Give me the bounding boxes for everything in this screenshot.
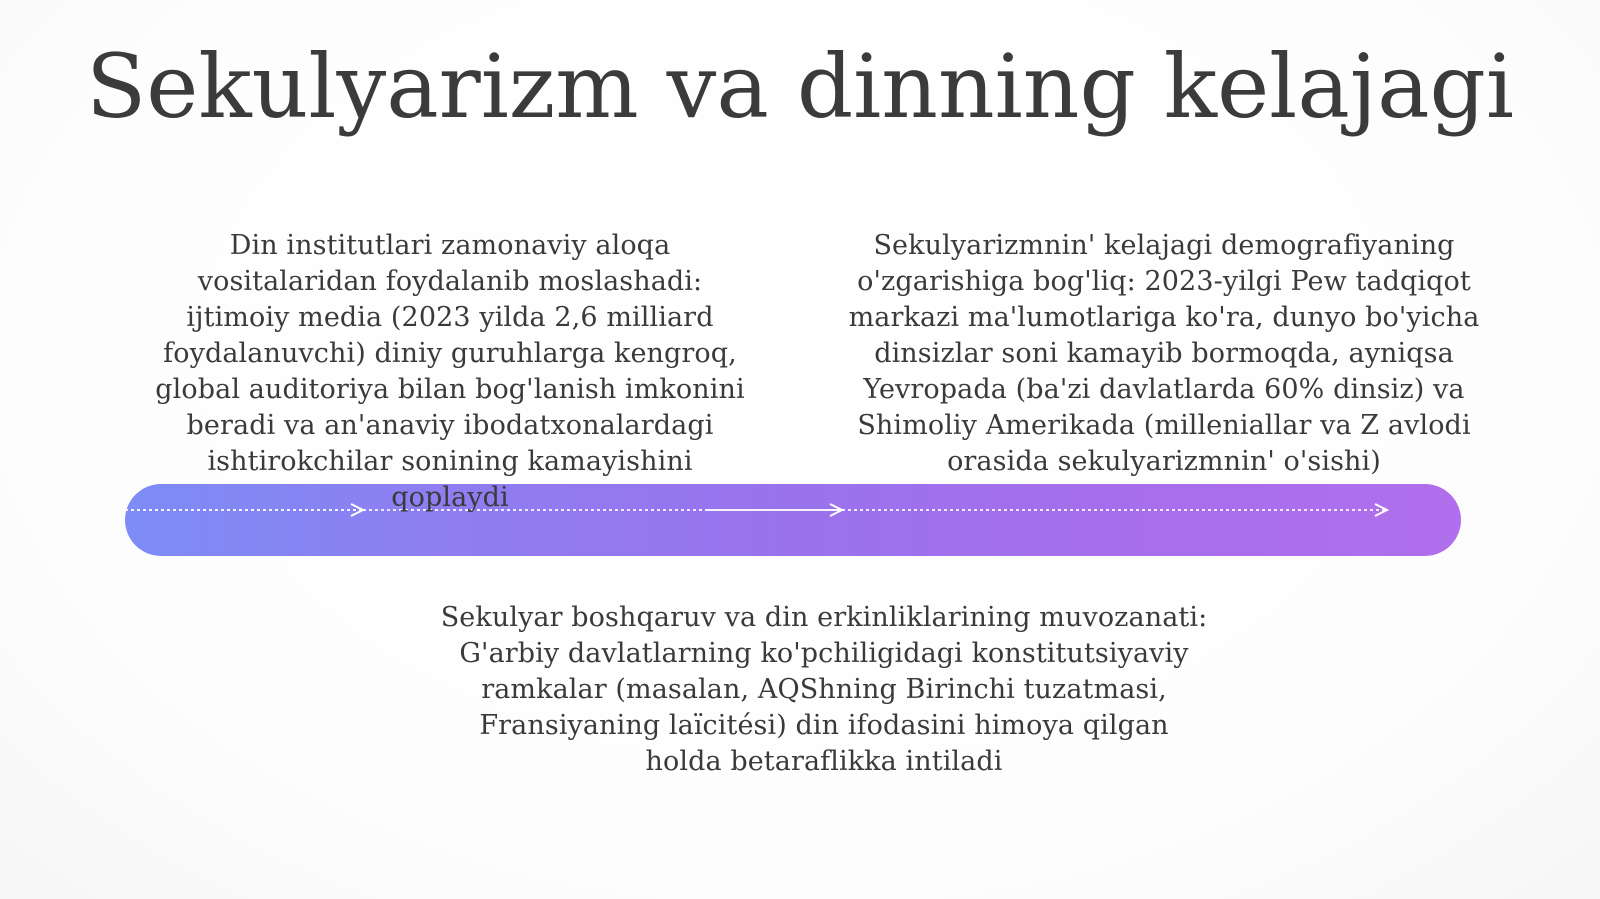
slide-title: Sekulyarizm va dinning kelajagi	[85, 35, 1515, 138]
point-text-3: Sekulyar boshqaruv va din erkinliklarining muvozanati: G'arbiy davlatlarning ko'pchiligidagi konstitutsiyaviy ramkalar (masalan, AQShning Birinchi tuzatmasi, Fransiyaning laïcitési) din ifodasini himoya qilgan holda betaraflikka intiladi	[440, 602, 1208, 777]
point-text-1: Din institutlari zamonaviy aloqa vositalaridan foydalanib moslashadi: ijtimoiy media (2023 yilda 2,6 milliard foydalanuvchi) diniy guruhlarga kengroq, global auditoriya bilan bog'lanish imkonini beradi va an'anaviy ibodatxonalardagi ishtirokchilar sonining kamayishini qoplaydi	[155, 230, 745, 513]
point-text-2: Sekulyarizmnin' kelajagi demografiyaning o'zgarishiga bog'liq: 2023-yilgi Pew tadqiqot markazi ma'lumotlariga ko'ra, dunyo bo'yicha dinsizlar soni kamayib bormoqda, ayniqsa Yevropada (ba'zi davlatlarda 60% dinsiz) va Shimoliy Amerikada (milleniallar va Z avlodi orasida sekulyarizmnin' o'sishi)	[848, 230, 1480, 477]
